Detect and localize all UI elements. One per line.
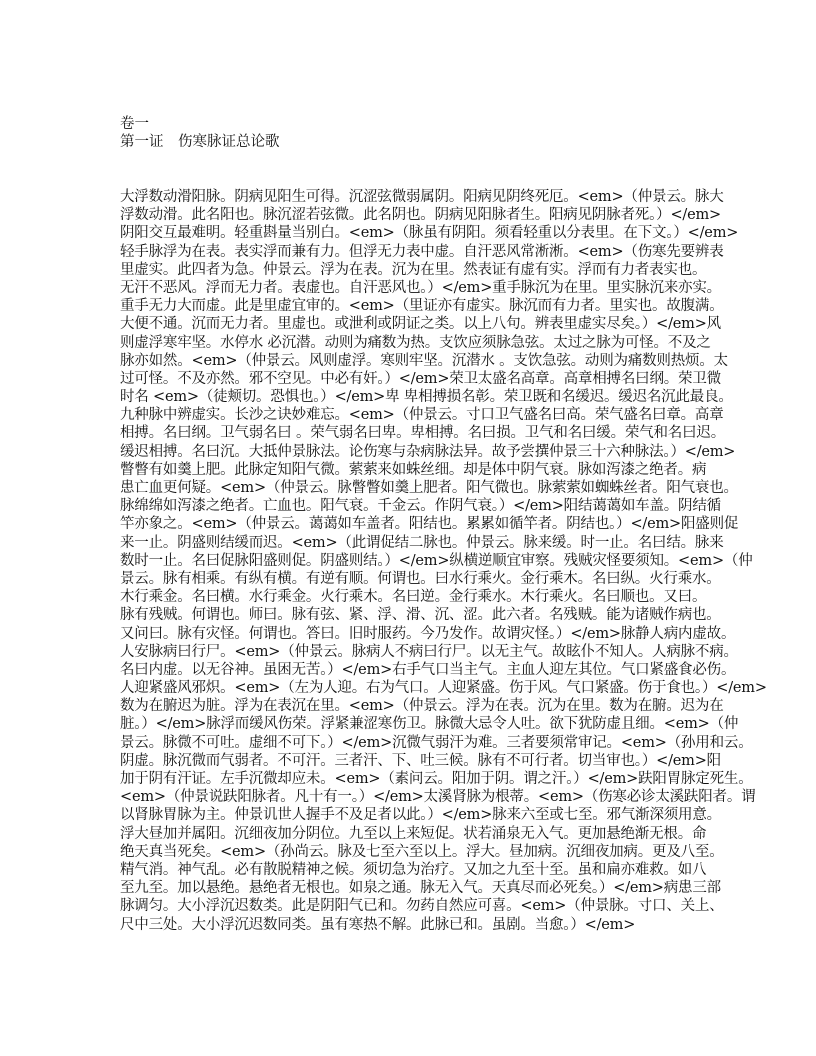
text-line: 浮大昼加并属阳。沉细夜加分阴位。九至以上来短促。状若涌泉无入气。更加悬绝渐无根。命 (120, 825, 707, 842)
text-line: 至九至。加以悬绝。悬绝者无根也。如泉之通。脉无入气。天真尽而必死矣。）</em>病患三部 (120, 880, 721, 897)
text-line: 时名 <em>（徒颊切。恐惧也。）</em>卑 卑相搏损名彰。荣卫既和名缓迟。缓迟名沉此最良。 (120, 389, 733, 406)
text-line: 相搏。名曰纲。卫气弱名曰 。荣气弱名曰卑。卑相搏。名曰损。卫气和名曰缓。荣气和名曰迟。 (120, 425, 726, 442)
text-line: 重手无力大而虚。此是里虚宜审的。<em>（里证亦有虚实。脉沉而有力者。里实也。故腹满。 (120, 298, 724, 315)
text-line: 人迎紧盛风邪炽。<em>（左为人迎。右为气口。人迎紧盛。伤于风。气口紧盛。伤于食也。）</em> (120, 680, 767, 697)
text-line: 人安脉病曰行尸。<em>（仲景云。脉病人不病曰行尸。以无主气。故眩仆不知人。人病脉不病。 (120, 643, 738, 660)
chapter-title: 第一证 伤寒脉证总论歌 (120, 134, 280, 150)
volume-heading: 卷一 (120, 116, 149, 132)
text-line: 绝天真当死矣。<em>（孙尚云。脉及七至六至以上。浮大。昼加病。沉细夜加病。更及八至。 (120, 843, 724, 860)
text-line: 精气消。神气乱。必有散脱精神之候。须切急为治疗。又加之九至十至。虽和扁亦难救。如八 (120, 861, 707, 878)
text-line: 阴虚。脉沉微而气弱者。不可汗。三者汗、下、吐三候。脉有不可行者。切当审也。）</em>阳 (120, 752, 721, 769)
text-line: 竿亦象之。<em>（仲景云。蔼蔼如车盖者。阳结也。累累如循竿者。阴结也。）</em>阳盛则促 (120, 516, 739, 533)
text-line: 九种脉中辨虚实。长沙之诀妙难忘。<em>（仲景云。寸口卫气盛名曰高。荣气盛名曰章。高章 (120, 407, 724, 424)
text-line: 数为在腑迟为脏。浮为在表沉在里。<em>（仲景云。浮为在表。沉为在里。数为在腑。迟为在 (120, 698, 724, 715)
text-line: 以肾脉胃脉为主。仲景讥世人握手不及足者以此。）</em>脉来六至或七至。邪气渐深须用意。 (120, 807, 721, 824)
text-line: 大浮数动滑阳脉。阴病见阳生可得。沉涩弦微弱属阴。阳病见阴终死厄。<em>（仲景云。脉大 (120, 189, 724, 205)
text-line: 又问曰。脉有灾怪。何谓也。答曰。旧时服药。今乃发作。故谓灾怪。）</em>脉静人病内虚故。 (120, 625, 736, 642)
text-line: 脉有残贼。何谓也。师曰。脉有弦、紧、浮、滑、沉、涩。此六者。名残贼。能为诸贼作病也。 (120, 607, 721, 624)
text-line: 尺中三处。大小浮沉迟数同类。虽有寒热不解。此脉已和。虽剧。当愈。）</em> (120, 916, 636, 933)
text-line: 名曰内虚。以无谷神。虽困无苦。）</em>右手气口当主气。主血人迎左其位。气口紧盛食必伤。 (120, 661, 736, 678)
text-line: 脉调匀。大小浮沉迟数类。此是阴阳气已和。勿药自然应可喜。<em>（仲景脉。寸口、关上、 (120, 898, 724, 915)
text-line: 缓迟相搏。名曰沉。大抵仲景脉法。论伤寒与杂病脉法异。故予尝撰仲景三十六种脉法。）</em> (120, 443, 736, 460)
text-line: 景云。脉有相乘。有纵有横。有逆有顺。何谓也。曰水行乘火。金行乘木。名曰纵。火行乘水。 (120, 570, 721, 587)
body-text (120, 188, 767, 934)
text-line: 浮数动滑。此名阳也。脉沉涩若弦微。此名阴也。阴病见阳脉者生。阳病见阴脉者死。）</em> (120, 207, 721, 224)
text-line: 过可怪。不及亦然。邪不空见。中必有奸。）</em>荣卫太盛名高章。高章相搏名曰纲。荣卫微 (120, 370, 721, 387)
text-line: 轻手脉浮为在表。表实浮而兼有力。但浮无力表中虚。自汗恶风常淅淅。<em>（伤寒先要辨表 (120, 243, 724, 260)
text-line: <em>（仲景说趺阳脉者。凡十有一。）</em>太溪肾脉为根蒂。<em>（伤寒必诊太溪趺阳者。谓 (120, 789, 756, 806)
text-line: 无汗不恶风。浮而无力者。表虚也。自汗恶风也。）</em>重手脉沉为在里。里实脉沉来亦实。 (120, 279, 721, 296)
text-line: 则虚浮寒牢坚。水停水 必沉潜。动则为痛数为热。支饮应须脉急弦。太过之脉为可怪。不及之 (120, 334, 711, 351)
text-line: 患亡血更何疑。<em>（仲景云。脉瞥瞥如羹上肥者。阳气微也。脉萦萦如蜘蛛丝者。阳气衰也。 (120, 480, 738, 496)
text-line: 瞥瞥有如羹上肥。此脉定知阳气微。萦萦来如蛛丝细。却是体中阴气衰。脉如泻漆之绝者。病 (120, 461, 707, 478)
text-line: 加于阴有汗证。左手沉微却应未。<em>（素问云。阳加于阴。谓之汗。）</em>趺阳胃脉定死生。 (120, 771, 753, 787)
text-line: 脉亦如然。<em>（仲景云。风则虚浮。寒则牢坚。沉潜水 。支饮急弦。动则为痛数则热烦。太 (120, 352, 728, 369)
text-line: 里虚实。此四者为急。仲景云。浮为在表。沉为在里。然表证有虚有实。浮而有力者表实也。 (120, 261, 707, 278)
text-line: 木行乘金。名曰横。水行乘金。火行乘木。名曰逆。金行乘水。木行乘火。名曰顺也。又曰。 (120, 589, 707, 606)
text-line: 数时一止。名曰促脉阳盛则促。阴盛则结。）</em>纵横逆顺宜审察。残贼灾怪要须知。<em>（仲 (120, 552, 753, 569)
text-line: 脏。）</em>脉浮而缓风伤荣。浮紧兼涩寒伤卫。脉微大忌令人吐。欲下犹防虚且细。<em>（仲 (120, 716, 739, 733)
text-line: 来一止。阴盛则结缓而迟。<em>（此谓促结二脉也。仲景云。脉来缓。时一止。名曰结。脉来 (120, 534, 724, 551)
text-line: 阴阳交互最难明。轻重斟量当别白。<em>（脉虽有阴阳。须看轻重以分表里。在下文。）</em> (120, 225, 739, 242)
text-line: 脉绵绵如泻漆之绝者。亡血也。阳气衰。千金云。作阴气衰。）</em>阳结蔼蔼如车盖。阴结循 (120, 498, 721, 515)
text-line: 景云。脉微不可吐。虚细不可下。）</em>沉微气弱汗为难。三者要须常审记。<em>（孙用和云。 (120, 734, 753, 751)
text-line: 大便不通。沉而无力者。里虚也。或泄利或阴证之类。以上八句。辨表里虚实尽矣。）</em>风 (120, 316, 721, 333)
